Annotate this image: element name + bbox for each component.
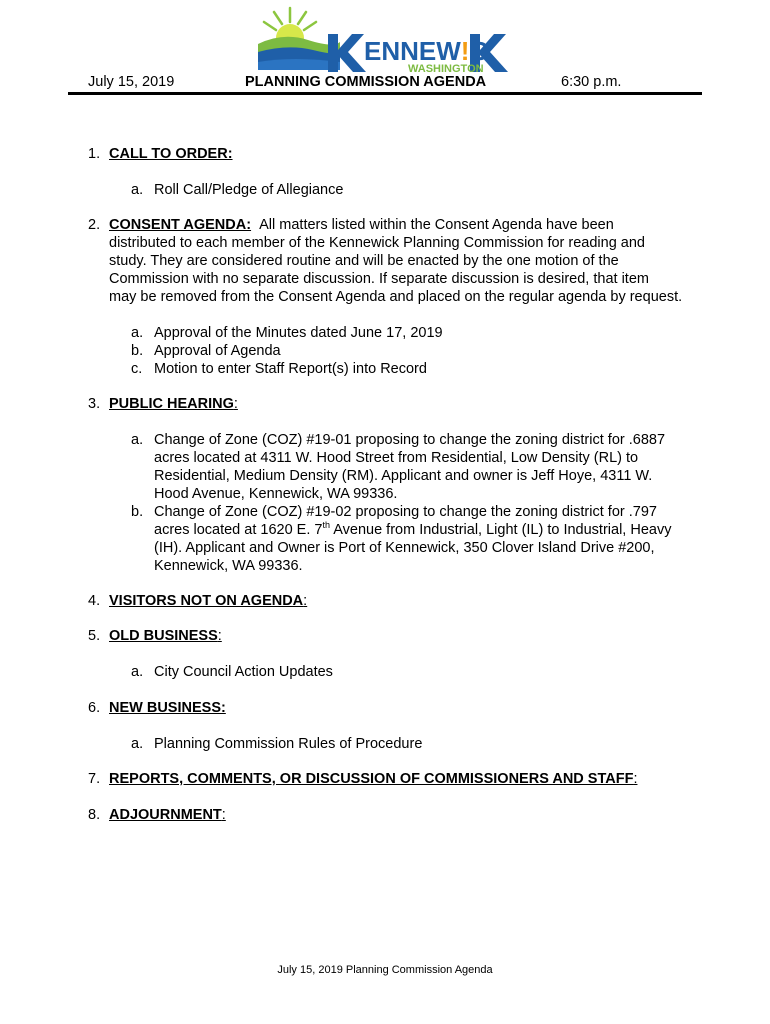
meeting-time: 6:30 p.m. bbox=[561, 74, 622, 90]
item-description: distributed to each member of the Kennewick Planning Commission for reading and bbox=[109, 235, 645, 251]
subitem-line bbox=[154, 521, 699, 539]
subitem-line: acres located at 4311 W. Hood Street from Residential, Low Density (RL) to bbox=[154, 450, 639, 466]
item-heading: VISITORS NOT ON AGENDA bbox=[109, 593, 304, 609]
city-logo bbox=[258, 6, 508, 76]
subitem-letter: a. bbox=[131, 664, 144, 680]
subitem-line: (IH). Applicant and Owner is Port of Kennewick, 350 Clover Island Drive #200, bbox=[154, 540, 655, 556]
logo-subtext: WASHINGTON bbox=[408, 63, 484, 75]
item-heading: NEW BUSINESS: bbox=[109, 700, 226, 716]
item-description: All matters listed within the Consent Agenda have been bbox=[259, 217, 614, 233]
subitem-text: Planning Commission Rules of Procedure bbox=[154, 736, 423, 752]
kennewick-logo-graphic bbox=[258, 6, 508, 76]
item-number: 7. bbox=[88, 771, 101, 787]
item-heading: CONSENT AGENDA: bbox=[109, 217, 252, 233]
item-description: study. They are considered routine and will be enacted by the one motion of the bbox=[109, 253, 619, 269]
subitem-line-part: acres located at 1620 E. 7 bbox=[154, 522, 323, 538]
subitem-text bbox=[154, 503, 699, 575]
subitem-line: Residential, Medium Density (RM). Applicant and owner is Jeff Hoye, 4311 W. bbox=[154, 468, 653, 484]
subitem-line: Kennewick, WA 99336. bbox=[154, 558, 303, 574]
item-body bbox=[109, 216, 699, 306]
item-number: 4. bbox=[88, 593, 101, 609]
ordinal-suffix: th bbox=[322, 520, 330, 531]
subitem-letter: b. bbox=[131, 504, 144, 520]
subitem-letter: b. bbox=[131, 343, 144, 359]
document-title: PLANNING COMMISSION AGENDA bbox=[245, 74, 487, 90]
subitem-text: City Council Action Updates bbox=[154, 664, 333, 680]
subitem-letter: a. bbox=[131, 325, 144, 341]
subitem-text: Roll Call/Pledge of Allegiance bbox=[154, 182, 344, 198]
item-number: 3. bbox=[88, 396, 101, 412]
item-description: may be removed from the Consent Agenda and placed on the regular agenda by request. bbox=[109, 289, 683, 305]
page-footer: July 15, 2019 Planning Commission Agenda bbox=[277, 964, 493, 976]
subitem-letter: a. bbox=[131, 432, 144, 448]
meeting-date: July 15, 2019 bbox=[88, 74, 175, 90]
subitem-letter: c. bbox=[131, 361, 143, 377]
header-divider bbox=[68, 92, 702, 95]
heading-colon: : bbox=[221, 807, 226, 823]
item-heading: CALL TO ORDER: bbox=[109, 146, 233, 162]
subitem-line: Hood Avenue, Kennewick, WA 99336. bbox=[154, 486, 398, 502]
item-heading: ADJOURNMENT bbox=[109, 807, 222, 823]
subitem-letter: a. bbox=[131, 182, 144, 198]
item-heading: OLD BUSINESS bbox=[109, 628, 218, 644]
agenda-header bbox=[88, 74, 633, 94]
item-number: 8. bbox=[88, 807, 101, 823]
item-heading: REPORTS, COMMENTS, OR DISCUSSION OF COMMISSIONERS AND STAFF bbox=[109, 771, 634, 787]
item-number: 5. bbox=[88, 628, 101, 644]
subitem-text: Approval of the Minutes dated June 17, 2019 bbox=[154, 325, 443, 341]
logo-wordmark: ENNEW! bbox=[364, 36, 470, 66]
item-number: 1. bbox=[88, 146, 101, 162]
item-number: 6. bbox=[88, 700, 101, 716]
subitem-letter: a. bbox=[131, 736, 144, 752]
heading-colon: : bbox=[217, 628, 222, 644]
item-number: 2. bbox=[88, 217, 101, 233]
item-description: Commission with no separate discussion. If separate discussion is desired, that item bbox=[109, 271, 649, 287]
subitem-text: Approval of Agenda bbox=[154, 343, 281, 359]
heading-colon: : bbox=[633, 771, 638, 787]
heading-colon: : bbox=[233, 396, 238, 412]
subitem-text bbox=[154, 431, 699, 503]
subitem-line: Change of Zone (COZ) #19-01 proposing to change the zoning district for .6887 bbox=[154, 432, 666, 448]
subitem-line-part: Avenue from Industrial, Light (IL) to Industrial, Heavy bbox=[330, 522, 672, 538]
subitem-line: Change of Zone (COZ) #19-02 proposing to change the zoning district for .797 bbox=[154, 504, 657, 520]
subitem-text: Motion to enter Staff Report(s) into Record bbox=[154, 361, 427, 377]
heading-colon: : bbox=[303, 593, 308, 609]
item-heading: PUBLIC HEARING bbox=[109, 396, 234, 412]
